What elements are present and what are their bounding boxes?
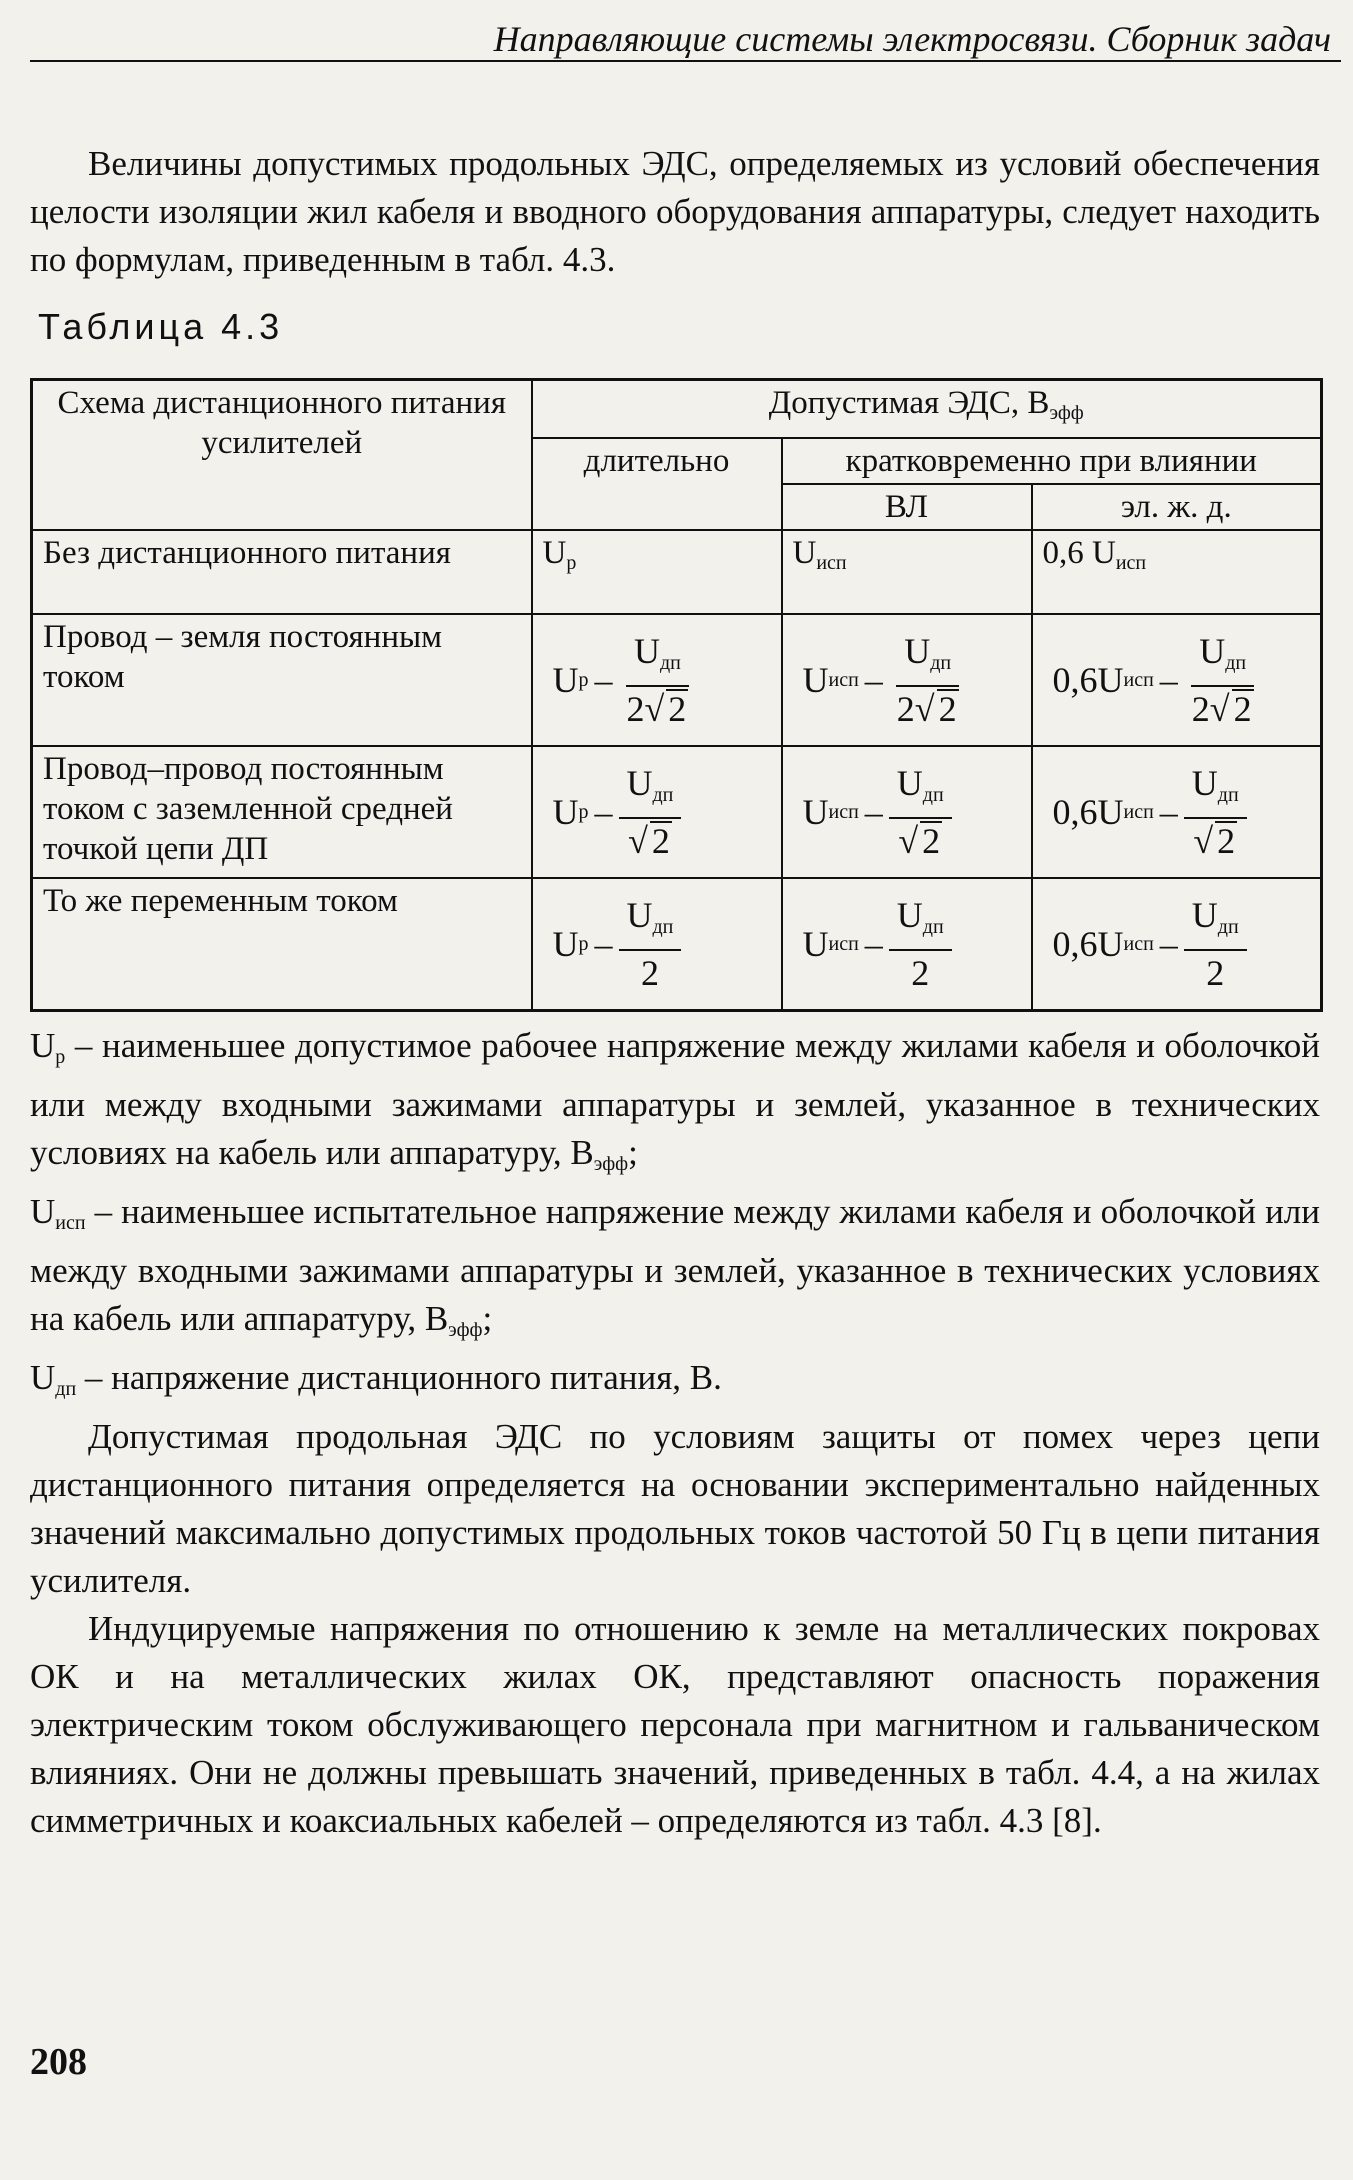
table-label: Таблица 4.3 [38, 306, 284, 347]
numerator [896, 629, 959, 687]
formula [1043, 617, 1311, 743]
table-row [32, 614, 1322, 746]
u-sub: исп [828, 668, 859, 691]
sqrt-sign: √ [914, 688, 935, 729]
coef-symbol: 0,6U [1052, 791, 1124, 832]
fraction [619, 893, 682, 995]
note-symbol-sub: дп [55, 1378, 77, 1400]
fraction [889, 893, 952, 995]
body-paragraph: Индуцируемые напряжения по отношению к земле на металлических покровах ОК и на металлических жилах ОК, представляют опасность поражения электрическим током обслуживающего персонала при магнитном и гальваническом влияниях. Они не должны превышать значений, приведенных в табл. 4.4, а на жилах симметричных и коаксиальных кабелей – определяются из табл. 4.3 [8]. [30, 1609, 1320, 1840]
u-symbol: U [802, 659, 829, 700]
numerator [1191, 629, 1254, 687]
den-coef: 2 [896, 688, 915, 729]
numerator [889, 893, 952, 951]
note-symbol: U [30, 1192, 56, 1231]
note-unit-sub: эфф [448, 1319, 483, 1341]
note-text: – напряжение дистанционного питания, В. [76, 1358, 722, 1397]
u-sub: дп [652, 783, 674, 806]
u-sub: дп [922, 783, 944, 806]
u-symbol: U [626, 894, 653, 935]
formula [543, 881, 771, 1007]
u-symbol: U [896, 894, 923, 935]
long-cell [532, 614, 782, 746]
u-sub: дп [659, 651, 681, 674]
numerator [619, 893, 682, 951]
fraction [1184, 629, 1262, 731]
u-sub: дп [1225, 651, 1247, 674]
radicand: 2 [668, 688, 687, 729]
u-symbol: U [626, 762, 653, 803]
formula [1043, 881, 1311, 1007]
den-coef: 2 [626, 688, 645, 729]
running-title: Направляющие системы электросвязи. Сборник задач [493, 19, 1331, 59]
table-row [32, 746, 1322, 878]
rail-cell [1032, 878, 1322, 1011]
u-sub: р [578, 932, 589, 955]
notes-block [30, 1022, 1320, 1845]
rail-cell [1032, 530, 1322, 614]
header-rule [30, 60, 1341, 62]
table-row [32, 878, 1322, 1011]
scheme-cell: Провод–провод постоянным током с заземленной средней точкой цепи ДП [32, 746, 532, 878]
vl-cell [782, 746, 1032, 878]
rail-cell [1032, 614, 1322, 746]
header-rail: эл. ж. д. [1032, 484, 1322, 530]
formula [793, 749, 1021, 875]
u-sub: дп [652, 915, 674, 938]
vl-cell [782, 614, 1032, 746]
radicand: 2 [1217, 820, 1236, 861]
sqrt-sign: √ [1193, 820, 1214, 861]
scheme-cell: Провод – земля постоянным током [32, 614, 532, 746]
minus-sign: – [864, 659, 883, 700]
formula [793, 617, 1021, 743]
formula [793, 881, 1021, 1007]
intro-block [30, 140, 1320, 284]
radicand: 2 [938, 688, 957, 729]
u-symbol: U [904, 630, 931, 671]
minus-sign: – [864, 791, 883, 832]
minus-sign: – [864, 923, 883, 964]
header-emf-text: Допустимая ЭДС, В [768, 385, 1050, 421]
u-sub: исп [1123, 932, 1154, 955]
fraction [889, 761, 952, 863]
body-paragraph: Допустимая продольная ЭДС по условиям защиты от помех через цепи дистанционного питания определяется на основании экспериментально найденных значений максимально допустимых продольных токов частотой 50 Гц в цепи питания усилителя. [30, 1417, 1320, 1600]
note-symbol-sub: исп [55, 1212, 86, 1234]
u-symbol: U [1191, 894, 1218, 935]
u-sub: исп [816, 551, 847, 574]
note-end: ; [628, 1133, 638, 1172]
u-symbol: U [542, 534, 567, 571]
u-symbol: U [552, 659, 579, 700]
u-sub: р [578, 800, 589, 823]
u-symbol: U [802, 791, 829, 832]
numerator [1184, 893, 1247, 951]
fraction [619, 629, 697, 731]
minus-sign: – [594, 791, 613, 832]
denominator: 2 [1206, 952, 1225, 993]
u-symbol: U [552, 923, 579, 964]
u-sub: дп [1217, 783, 1239, 806]
minus-sign: – [1159, 791, 1178, 832]
scheme-cell: Без дистанционного питания [32, 530, 532, 614]
radicand: 2 [922, 820, 941, 861]
intro-paragraph: Величины допустимых продольных ЭДС, определяемых из условий обеспечения целости изоляции жил кабеля и вводного оборудования аппаратуры, следует находить по формулам, приведенным в табл. 4.3. [30, 144, 1320, 279]
note-symbol-sub: р [55, 1046, 66, 1068]
u-sub: исп [828, 800, 859, 823]
header-row-1 [32, 380, 1322, 438]
note-text: – наименьшее допустимое рабочее напряжение между жилами кабеля и оболочкой или между входными зажимами аппаратуры и землей, указанное в технических условиях на кабель или аппаратуру, В [30, 1026, 1320, 1172]
fraction [1184, 893, 1247, 995]
fraction [619, 761, 682, 863]
denominator [890, 819, 950, 863]
formula [543, 617, 771, 743]
formula [543, 749, 771, 875]
rail-cell [1032, 746, 1322, 878]
scheme-cell: То же переменным током [32, 878, 532, 1011]
u-sub: дп [1217, 915, 1239, 938]
minus-sign: – [1159, 659, 1178, 700]
note-text: – наименьшее испытательное напряжение между жилами кабеля и оболочкой или между входными зажимами аппаратуры и землей, указанное в технических условиях на кабель или аппаратуру, В [30, 1192, 1320, 1338]
u-sub: исп [828, 932, 859, 955]
minus-sign: – [594, 923, 613, 964]
note-up [30, 1022, 1320, 1188]
sqrt-sign: √ [628, 820, 648, 861]
denominator: 2 [911, 952, 930, 993]
header-long-term: длительно [532, 438, 782, 530]
coef-symbol: 0,6U [1052, 923, 1124, 964]
header-vl: ВЛ [782, 484, 1032, 530]
denominator [620, 819, 680, 863]
u-sub: исп [1123, 668, 1154, 691]
minus-sign: – [594, 659, 613, 700]
table-row [32, 530, 1322, 614]
u-symbol: U [896, 762, 923, 803]
fraction [1184, 761, 1247, 863]
sqrt-sign: √ [898, 820, 919, 861]
u-sub: дп [930, 651, 952, 674]
sqrt-sign: √ [644, 688, 665, 729]
u-sub: р [578, 668, 589, 691]
note-unit-sub: эфф [593, 1153, 629, 1175]
numerator [889, 761, 952, 819]
denominator [619, 687, 697, 731]
note-symbol: U [30, 1026, 56, 1065]
numerator [1184, 761, 1247, 819]
u-symbol: 0,6 U [1042, 534, 1116, 571]
note-udp [30, 1354, 1320, 1413]
denominator [1185, 819, 1245, 863]
coef-symbol: 0,6U [1052, 659, 1124, 700]
denominator: 2 [640, 952, 659, 993]
u-sub: р [566, 551, 577, 574]
formula [1043, 749, 1311, 875]
note-uisp [30, 1188, 1320, 1354]
u-symbol: U [1191, 762, 1218, 803]
u-symbol: U [802, 923, 829, 964]
numerator [619, 761, 682, 819]
numerator [626, 629, 689, 687]
vl-cell [782, 530, 1032, 614]
header-emf [532, 380, 1322, 438]
note-end: ; [482, 1299, 493, 1338]
header-scheme: Схема дистанционного питания усилителей [32, 380, 532, 530]
u-sub: исп [1123, 800, 1154, 823]
long-cell [532, 878, 782, 1011]
minus-sign: – [1159, 923, 1178, 964]
denominator [1184, 687, 1262, 731]
sqrt-sign: √ [1209, 688, 1230, 729]
u-sub: исп [1115, 551, 1147, 574]
vl-cell [782, 878, 1032, 1011]
denominator [889, 687, 967, 731]
radicand: 2 [1233, 688, 1252, 729]
u-symbol: U [552, 791, 579, 832]
fraction [889, 629, 967, 731]
u-symbol: U [792, 534, 817, 571]
u-sub: дп [922, 915, 944, 938]
table-4-3 [30, 378, 1323, 1012]
den-coef: 2 [1191, 688, 1210, 729]
u-symbol: U [1199, 630, 1226, 671]
radicand: 2 [651, 820, 670, 861]
u-symbol: U [633, 630, 660, 671]
header-short-term: кратковременно при влиянии [782, 438, 1322, 484]
page-number: 208 [30, 2041, 87, 2083]
header-emf-sub: эфф [1049, 402, 1084, 424]
long-cell [532, 530, 782, 614]
long-cell [532, 746, 782, 878]
note-symbol: U [30, 1358, 56, 1397]
